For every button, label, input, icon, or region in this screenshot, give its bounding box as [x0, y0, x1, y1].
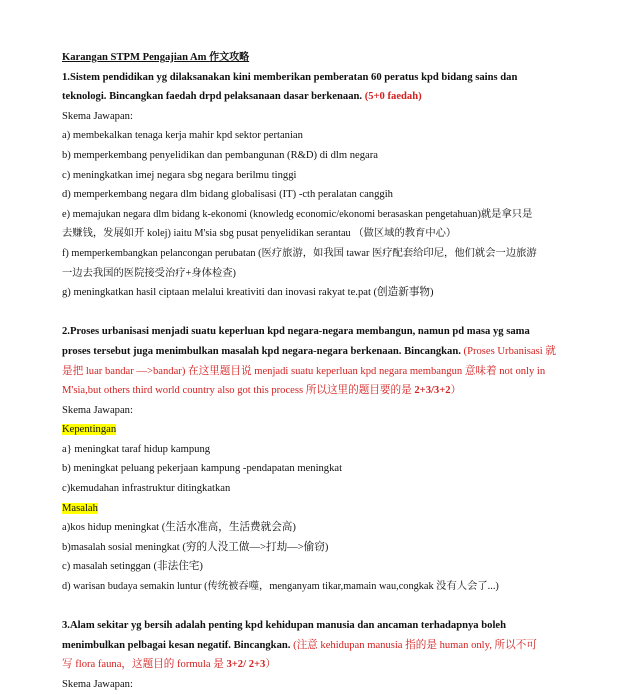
q1-point: 一边去我国的医院接受治疗+身体检查) — [62, 267, 236, 279]
q2-skema-label: Skema Jawapan: — [62, 404, 133, 416]
q3-line2-text: menimbulkan pelbagai kesan negatif. Bincangkan. — [62, 639, 294, 651]
q1-line2-text: teknologi. Bincangkan faedah drpd pelaksanaan dasar berkenaan. — [62, 91, 365, 103]
title-latin: Karangan STPM Pengajian Am — [62, 52, 210, 63]
q1-point: d) memperkembang negara dlm bidang globalisasi (IT) -cth peralatan canggih — [62, 189, 393, 201]
q1-point: 去赚钱，发展如开 kolej) iaitu M'sia sbg pusat penyelidikan serantau （做区域的教育中心） — [62, 228, 457, 240]
q2-line1: 2.Proses urbanisasi menjadi suatu keperluan kpd negara-negara membangun, namun pd masa yg sama — [62, 326, 530, 338]
q3-line1: 3.Alam sekitar yg bersih adalah penting kpd kehidupan manusia dan ancaman terhadapnya boleh — [62, 620, 506, 632]
masalah-point: d) warisan budaya semakin luntur (传统被吞噬，menganyam tikar,mamain wau,congkak 没有人会了...) — [62, 581, 499, 593]
q2-note: (Proses Urbanisasi 就 — [463, 345, 556, 357]
q1-note: (5+0 faedah) — [364, 91, 422, 103]
q3-note2-text: 写 flora fauna，这题目的 formula 是 — [62, 659, 227, 671]
q2-formula: 2+3/3+2 — [414, 385, 451, 397]
spacer — [62, 597, 622, 617]
q1-point: c) meningkatkan imej negara sbg negara berilmu tinggi — [62, 169, 297, 181]
q1-line2 — [62, 87, 622, 107]
kepentingan-point: a} meningkat taraf hidup kampung — [62, 443, 211, 455]
q1-point: e) memajukan negara dlm bidang k-ekonomi (knowledg economic/ekonomi berasaskan pengetahuan)就是拿只是 — [62, 208, 533, 220]
masalah-point: a)kos hidup meningkat (生活水准高，生活费就会高) — [62, 522, 296, 534]
q1-point: g) meningkatkan hasil ciptaan melalui kreativiti dan inovasi rakyat te.pat (创造新事物) — [62, 287, 434, 299]
document-title — [62, 48, 622, 68]
q1-skema-label: Skema Jawapan: — [62, 110, 133, 122]
q2-note-line3 — [62, 381, 622, 401]
q3-line2 — [62, 636, 622, 656]
title-cjk: 作文攻略 — [209, 52, 250, 63]
q2-line2-text: proses tersebut juga menimbulkan masalah kpd negara-negara berkenaan. Bincangkan. — [62, 345, 464, 357]
kepentingan-label: Kepentingan — [62, 424, 117, 436]
essay-guide — [62, 48, 622, 695]
q3-note: (注意 kehidupan manusia 指的是 human only, 所以不可 — [293, 639, 537, 651]
masalah-point: b)masalah sosial meningkat (穷的人没工做—>打劫—>偷窃) — [62, 541, 329, 553]
kepentingan-point: c)kemudahan infrastruktur ditingkatkan — [62, 483, 231, 495]
masalah-heading — [62, 499, 622, 519]
q1-point: f) memperkembangkan pelancongan perubatan (医疗旅游，如我国 tawar 医疗配套给印尼，他们就会一边旅游 — [62, 247, 537, 259]
q1-point: a) membekalkan tenaga kerja mahir kpd sektor pertanian — [62, 130, 303, 142]
q2-note-line2: 是把 luar bandar —>bandar) 在这里题目说 menjadi suatu keperluan kpd negara membangun 意味着 not only in — [62, 365, 546, 377]
masalah-label: Masalah — [62, 502, 98, 514]
q1-point: b) memperkembang penyelidikan dan pembangunan (R&D) di dlm negara — [62, 149, 378, 161]
q3-note-line2 — [62, 655, 622, 675]
q2-note3-text: M'sia,but others third world country also got this process 所以这里的题目要的是 — [62, 385, 415, 397]
q3-skema-label: Skema Jawapan: — [62, 679, 133, 690]
q3-formula: 3+2/ 2+3 — [226, 659, 266, 671]
q3-note2-end: ） — [265, 659, 276, 671]
q1-line1: 1.Sistem pendidikan yg dilaksanakan kini memberikan pemberatan 60 peratus kpd bidang sains dan — [62, 71, 518, 83]
spacer — [62, 303, 622, 323]
q2-note3-end: ） — [450, 385, 462, 397]
masalah-point: c) masalah setinggan (非法住宅) — [62, 561, 203, 573]
q2-line2 — [62, 342, 622, 362]
kepentingan-heading — [62, 420, 622, 440]
kepentingan-point: b) meningkat peluang pekerjaan kampung -pendapatan meningkat — [62, 463, 343, 475]
